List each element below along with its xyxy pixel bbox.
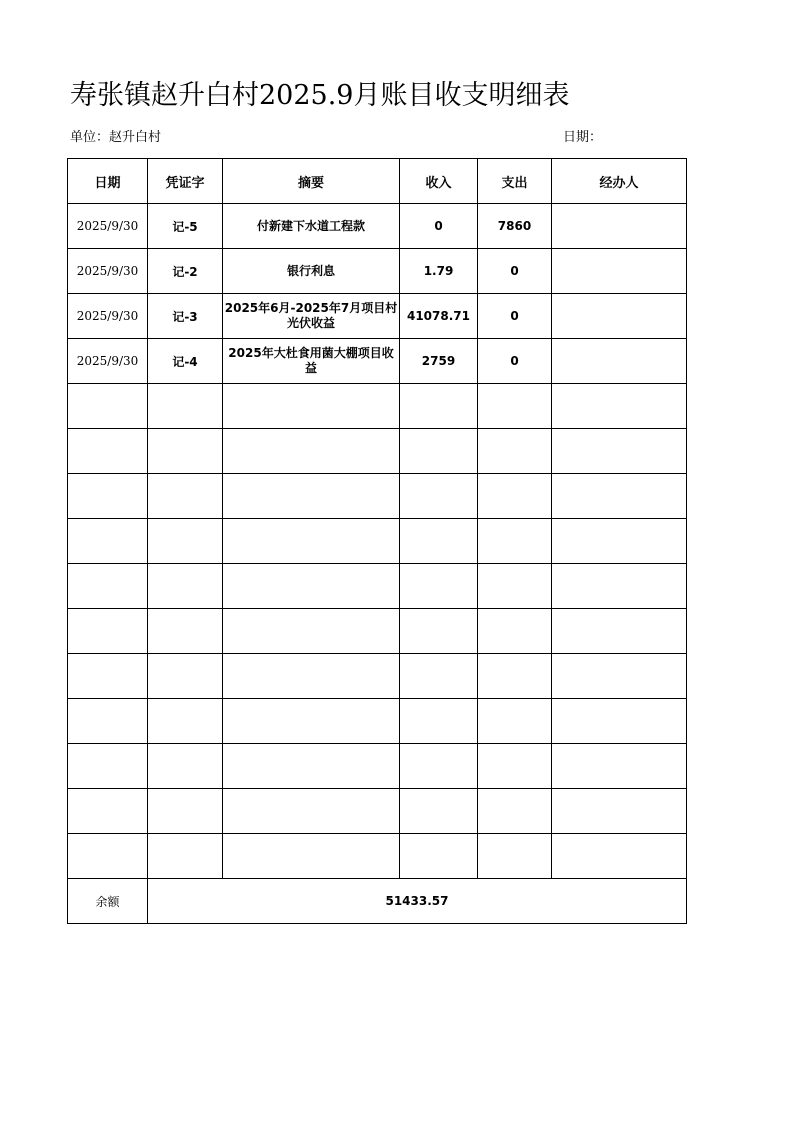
cell-voucher: 记-4 xyxy=(148,339,223,384)
cell-date: 2025/9/30 xyxy=(68,339,148,384)
table-row xyxy=(68,249,687,294)
empty-cell xyxy=(68,519,148,564)
empty-cell xyxy=(400,564,478,609)
empty-cell xyxy=(223,609,400,654)
empty-cell xyxy=(148,519,223,564)
empty-cell xyxy=(478,564,552,609)
empty-row xyxy=(68,699,687,744)
empty-cell xyxy=(223,834,400,879)
cell-voucher: 记-2 xyxy=(148,249,223,294)
empty-cell xyxy=(400,699,478,744)
empty-cell xyxy=(148,699,223,744)
empty-row xyxy=(68,834,687,879)
empty-cell xyxy=(223,699,400,744)
cell-expense: 7860 xyxy=(478,204,552,249)
empty-cell xyxy=(552,654,687,699)
empty-cell xyxy=(68,699,148,744)
table-row xyxy=(68,294,687,339)
empty-cell xyxy=(68,609,148,654)
empty-cell xyxy=(148,744,223,789)
cell-date: 2025/9/30 xyxy=(68,249,148,294)
empty-cell xyxy=(148,834,223,879)
empty-cell xyxy=(148,609,223,654)
empty-cell xyxy=(400,429,478,474)
cell-handler xyxy=(552,339,687,384)
empty-cell xyxy=(552,789,687,834)
empty-row xyxy=(68,744,687,789)
empty-cell xyxy=(68,789,148,834)
header-voucher: 凭证字 xyxy=(148,159,223,204)
cell-voucher: 记-3 xyxy=(148,294,223,339)
cell-income: 0 xyxy=(400,204,478,249)
cell-handler xyxy=(552,249,687,294)
empty-cell xyxy=(223,384,400,429)
header-row xyxy=(68,159,687,204)
empty-cell xyxy=(223,744,400,789)
empty-cell xyxy=(478,654,552,699)
empty-cell xyxy=(68,744,148,789)
empty-cell xyxy=(68,564,148,609)
empty-cell xyxy=(68,474,148,519)
empty-cell xyxy=(552,564,687,609)
empty-cell xyxy=(223,519,400,564)
empty-cell xyxy=(552,384,687,429)
header-summary: 摘要 xyxy=(223,159,400,204)
empty-cell xyxy=(148,789,223,834)
empty-cell xyxy=(68,834,148,879)
cell-income: 1.79 xyxy=(400,249,478,294)
empty-cell xyxy=(68,654,148,699)
cell-expense: 0 xyxy=(478,249,552,294)
cell-summary: 2025年6月-2025年7月项目村光伏收益 xyxy=(223,294,400,339)
header-handler: 经办人 xyxy=(552,159,687,204)
cell-summary: 2025年大杜食用菌大棚项目收益 xyxy=(223,339,400,384)
page-title: 寿张镇赵升白村2025.9月账目收支明细表 xyxy=(70,80,570,111)
header-date: 日期 xyxy=(68,159,148,204)
empty-cell xyxy=(400,474,478,519)
empty-cell xyxy=(478,789,552,834)
table-row xyxy=(68,339,687,384)
cell-expense: 0 xyxy=(478,294,552,339)
empty-cell xyxy=(478,609,552,654)
empty-cell xyxy=(148,429,223,474)
empty-cell xyxy=(400,384,478,429)
cell-date: 2025/9/30 xyxy=(68,204,148,249)
empty-row xyxy=(68,789,687,834)
empty-cell xyxy=(478,699,552,744)
empty-cell xyxy=(400,834,478,879)
empty-cell xyxy=(552,834,687,879)
cell-date: 2025/9/30 xyxy=(68,294,148,339)
balance-value: 51433.57 xyxy=(148,879,687,924)
empty-cell xyxy=(223,429,400,474)
date-label: 日期： xyxy=(563,130,603,145)
cell-voucher: 记-5 xyxy=(148,204,223,249)
cell-handler xyxy=(552,204,687,249)
empty-cell xyxy=(68,384,148,429)
empty-cell xyxy=(68,429,148,474)
meta-row xyxy=(70,128,685,148)
empty-row xyxy=(68,654,687,699)
table-row xyxy=(68,204,687,249)
empty-cell xyxy=(400,744,478,789)
empty-cell xyxy=(148,654,223,699)
empty-cell xyxy=(400,789,478,834)
empty-cell xyxy=(400,609,478,654)
balance-row xyxy=(68,879,687,924)
empty-cell xyxy=(478,519,552,564)
empty-cell xyxy=(478,834,552,879)
empty-cell xyxy=(400,654,478,699)
empty-row xyxy=(68,474,687,519)
empty-row xyxy=(68,384,687,429)
empty-cell xyxy=(148,384,223,429)
empty-cell xyxy=(223,564,400,609)
cell-summary: 银行利息 xyxy=(223,249,400,294)
empty-cell xyxy=(400,519,478,564)
empty-cell xyxy=(478,744,552,789)
header-income: 收入 xyxy=(400,159,478,204)
empty-cell xyxy=(552,429,687,474)
empty-cell xyxy=(148,474,223,519)
header-expense: 支出 xyxy=(478,159,552,204)
empty-cell xyxy=(552,744,687,789)
unit-label: 单位：赵升白村 xyxy=(70,130,162,145)
empty-cell xyxy=(478,384,552,429)
cell-expense: 0 xyxy=(478,339,552,384)
empty-cell xyxy=(478,474,552,519)
empty-cell xyxy=(223,789,400,834)
empty-row xyxy=(68,429,687,474)
ledger-table xyxy=(67,158,687,924)
empty-cell xyxy=(148,564,223,609)
empty-cell xyxy=(552,474,687,519)
cell-handler xyxy=(552,294,687,339)
empty-cell xyxy=(223,654,400,699)
empty-row xyxy=(68,519,687,564)
empty-cell xyxy=(552,699,687,744)
cell-summary: 付新建下水道工程款 xyxy=(223,204,400,249)
balance-label: 余额 xyxy=(68,879,148,924)
empty-cell xyxy=(552,519,687,564)
cell-income: 41078.71 xyxy=(400,294,478,339)
empty-cell xyxy=(478,429,552,474)
empty-cell xyxy=(552,609,687,654)
cell-income: 2759 xyxy=(400,339,478,384)
empty-row xyxy=(68,609,687,654)
empty-row xyxy=(68,564,687,609)
empty-cell xyxy=(223,474,400,519)
